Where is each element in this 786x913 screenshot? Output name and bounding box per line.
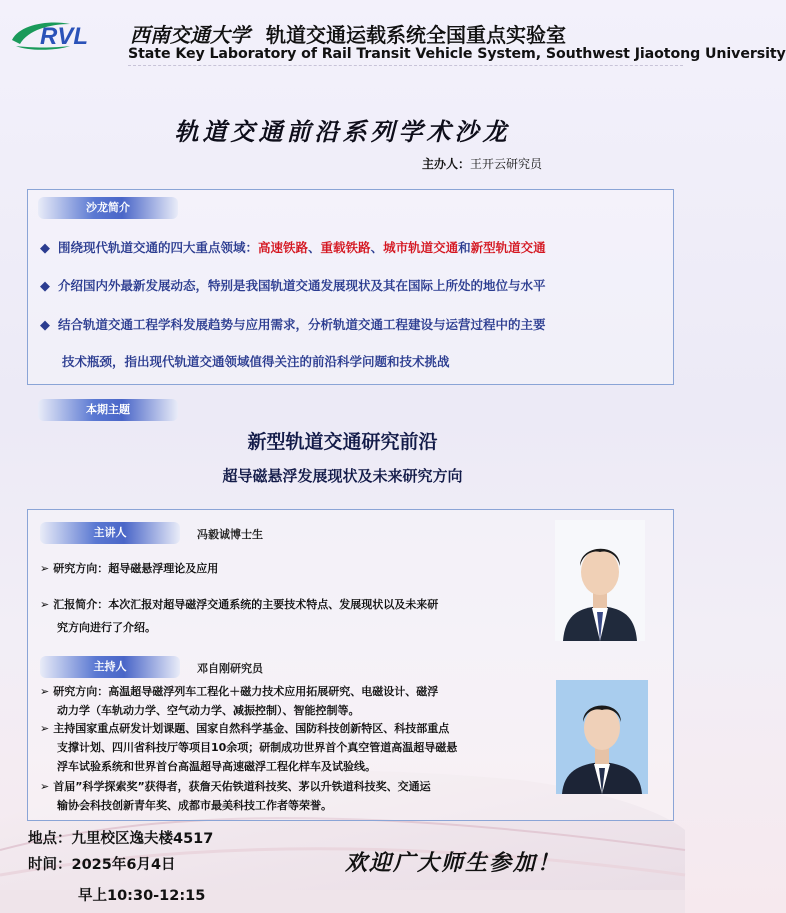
- intro-line3a: 结合轨道交通工程学科发展趋势与应用需求，分析轨道交通工程建设与运营过程中的主要: [58, 317, 546, 332]
- university-name: 西南交通大学: [130, 23, 250, 47]
- logo-text: RVL: [40, 23, 88, 50]
- arrow-icon: ➢: [40, 722, 50, 735]
- moderator-name: 邓自刚研究员: [197, 662, 263, 675]
- speaker-research: [40, 558, 218, 580]
- speaker-report: [40, 594, 438, 616]
- moderator-r2a: 主持国家重点研发计划课题、国家自然科学基金、国防科技创新特区、科技部重点: [53, 722, 450, 735]
- arrow-icon: ➢: [40, 780, 50, 793]
- moderator-research: [40, 682, 438, 701]
- host-label: 主办人：: [422, 157, 471, 171]
- topic-sub: 超导磁悬浮发展现状及未来研究方向: [222, 467, 463, 485]
- speaker-research-text: 研究方向：超导磁悬浮理论及应用: [53, 562, 219, 575]
- lab-name-en: State Key Laboratory of Rail Transit Vehicle System, Southwest Jiaotong University: [128, 46, 786, 62]
- area-urban: 城市轨道交通: [383, 240, 459, 255]
- sep: 、: [370, 240, 384, 255]
- moderator-r1a: 研究方向：高温超导磁浮列车工程化＋磁力技术应用拓展研究、电磁设计、磁浮: [53, 685, 439, 698]
- speaker-report-a: 汇报简介：本次汇报对超导磁浮交通系统的主要技术特点、发展现状以及未来研: [53, 598, 439, 611]
- moderator-projects: [40, 719, 449, 738]
- lab-name: 轨道交通运载系统全国重点实验室: [266, 23, 566, 47]
- moderator-pill: 主持人: [40, 656, 180, 678]
- rvl-logo: [10, 18, 122, 54]
- moderator-r2c: 浮车试验系统和世界首台高温超导高速磁浮工程化样车及试验线。: [57, 760, 376, 773]
- location: 地点：九里校区逸夫楼4517: [28, 831, 214, 847]
- area-heavy-haul: 重载铁路: [320, 240, 371, 255]
- area-new-type: 新型轨道交通: [470, 240, 546, 255]
- time: 时间：2025年6月4日: [28, 857, 176, 873]
- sep: 和: [458, 240, 471, 255]
- intro-line2: 介绍国内外最新发展动态，特别是我国轨道交通发展现状及其在国际上所处的地位与水平: [58, 278, 546, 293]
- area-high-speed: 高速铁路: [258, 240, 309, 255]
- header-divider: [128, 65, 683, 66]
- diamond-icon: ◆: [40, 318, 50, 333]
- sep: 、: [308, 240, 321, 255]
- speaker-report-b: 究方向进行了介绍。: [57, 621, 156, 634]
- diamond-icon: ◆: [40, 241, 50, 256]
- moderator-photo: [556, 680, 648, 794]
- arrow-icon: ➢: [40, 562, 50, 575]
- intro-line3b: 技术瓶颈，指出现代轨道交通领域值得关注的前沿科学问题和技术挑战: [62, 354, 450, 369]
- moderator-r3a: 首届”科学探索奖”获得者，获詹天佑铁道科技奖、茅以升铁道科技奖、交通运: [53, 780, 431, 793]
- intro-bullet-3: [40, 315, 546, 333]
- speaker-pill: 主讲人: [40, 522, 180, 544]
- intro-bullet-2: [40, 276, 546, 294]
- page-title: 轨道交通前沿系列学术沙龙: [174, 117, 511, 146]
- intro-bullet-1: [40, 238, 546, 256]
- intro-pill: 沙龙简介: [38, 197, 178, 219]
- time-range: 早上10:30-12:15: [78, 888, 206, 904]
- topic-main: 新型轨道交通研究前沿: [247, 431, 438, 453]
- topic-pill: 本期主题: [38, 399, 178, 421]
- speaker-photo: [555, 520, 645, 641]
- moderator-awards: [40, 777, 431, 796]
- moderator-r2b: 支撑计划、四川省科技厅等项目10余项；研制成功世界首个真空管道高温超导磁悬: [57, 741, 458, 754]
- arrow-icon: ➢: [40, 598, 50, 611]
- arrow-icon: ➢: [40, 685, 50, 698]
- diamond-icon: ◆: [40, 279, 50, 294]
- moderator-r1b: 动力学（车轨动力学、空气动力学、减振控制）、智能控制等。: [57, 704, 360, 717]
- moderator-r3b: 输协会科技创新青年奖、成都市最美科技工作者等荣誉。: [57, 799, 332, 812]
- host-value: 王开云研究员: [470, 157, 543, 171]
- welcome-text: 欢迎广大师生参加！: [345, 850, 562, 876]
- host-line: [422, 155, 542, 172]
- intro-line1-prefix: 围绕现代轨道交通的四大重点领域：: [58, 240, 259, 255]
- speaker-name: 冯毅诚博士生: [197, 528, 263, 541]
